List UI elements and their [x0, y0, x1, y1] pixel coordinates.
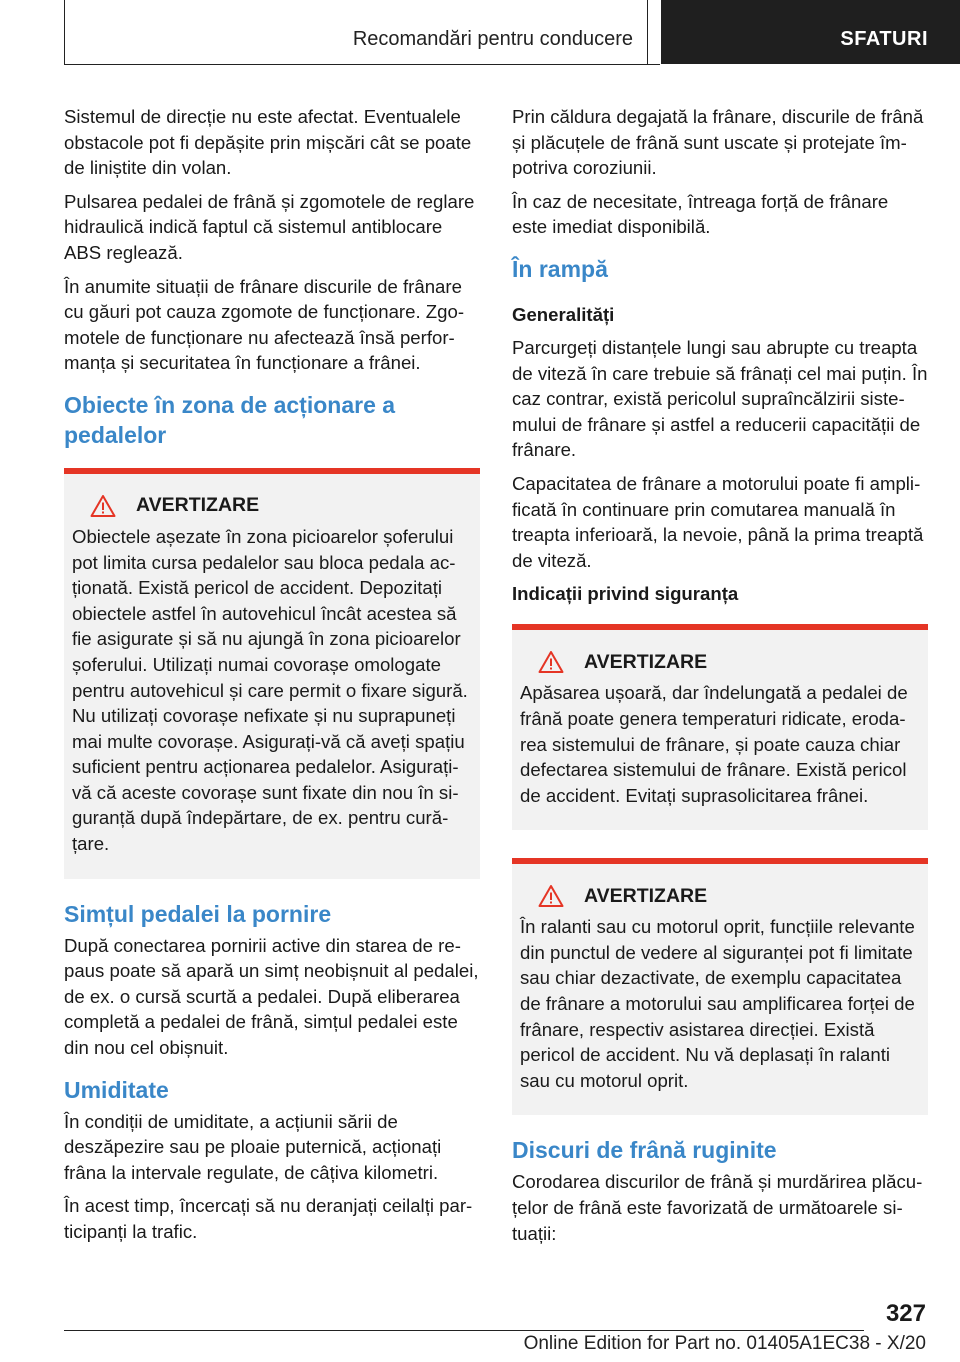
warning-triangle-icon: [90, 494, 116, 518]
heading-rampa: În rampă: [512, 255, 608, 282]
warning-title: AVERTIZARE: [136, 494, 260, 517]
paragraph: Parcurgeți distanțele lungi sau abrupte cu treapta de viteză în care trebuie să frânați cel mai puțin. În caz contrar, există pericolul supraîncălzirii sistemului de frânare și astfel a reducerii capacității de frânare.: [512, 336, 928, 461]
heading-obiecte: Obiecte în zona de acționare a pedalelor: [64, 391, 396, 448]
edition-text: Online Edition for Part no. 01405A1EC38 - X/20: [523, 1333, 926, 1354]
header-rule: [64, 64, 660, 65]
warning-text: Apăsarea ușoară, dar îndelungată a pedalei de frână poate genera temperaturi ridicate, erodarea sistemului de frânare, și poate cauza chiar defectarea sistemului de frânare. Există pericol de accident. Evitați suprasolicitarea frânei.: [520, 682, 908, 806]
header-section-box: [64, 0, 648, 64]
paragraph: În condiții de umiditate, a acțiunii sării de deszăpezire sau pe ploaie puternică, acționați frâna la intervale regulate, de câțiva kilometri.: [64, 1110, 442, 1183]
right-column: [512, 104, 928, 1254]
warning-text: În ralanti sau cu motorul oprit, funcțiile relevante din punctul de vedere al siguranței pot fi limitate sau chiar dezactivate, de exemplu capacitatea de frânare a motorului sau amplificarea forței de frânare, respectiv asistarea direcției. Există pericol de accident. Nu vă deplasați în ralanti sau cu motorul oprit.: [520, 916, 915, 1091]
paragraph: Capacitatea de frânare a motorului poate fi amplificată în continuare prin comutarea manuală în treapta inferioară, la nevoie, până la prima treaptă de viteză.: [512, 472, 924, 571]
paragraph: Prin căldura degajată la frânare, discurile de frână și plăcuțele de frână sunt uscate și protejate împotriva coroziunii.: [512, 106, 924, 179]
heading-umiditate: Umiditate: [64, 1076, 169, 1103]
warning-box: [512, 858, 928, 1115]
subheading-indicatii: Indicații privind siguranța: [512, 583, 739, 605]
warning-header: [538, 650, 920, 674]
section-title: Recomandări pentru conducere: [352, 28, 633, 50]
footer-rule: [64, 1330, 864, 1331]
subheading-generalitati: Generalități: [512, 303, 615, 325]
heading-discuri: Discuri de frână ruginite: [512, 1137, 777, 1164]
paragraph: În acest timp, încercați să nu deranjați ceilalți participanți la trafic.: [64, 1195, 473, 1242]
warning-box: [64, 468, 480, 879]
left-column: [64, 104, 480, 1253]
warning-triangle-icon: [538, 650, 564, 674]
warning-text: Obiectele așezate în zona picioarelor șoferului pot limita cursa pedalelor sau bloca pedala acționată. Există pericol de accident. Depozitați obiectele astfel în autovehicul încât acestea să fie asigurate și să nu ajungă în zona picioarelor șoferului. Utilizați numai covorașe omologate pentru autovehicul și care permit o fixare sigură. Nu utilizați covorașe nefixate și nu suprapuneți mai multe covorașe. Asigurați-vă că aveți spațiu suficient pentru acționarea pedalelor. Asigurați-vă că aceste covorașe sunt fixate din nou în siguranță după îndepărtare, de ex. pentru curățare.: [72, 525, 468, 855]
paragraph: În anumite situații de frânare discurile de frânare cu găuri pot cauza zgomote de funcționare. Zgomotele de funcționare nu afectează însă performanța și securitatea în funcționare a frânei.: [64, 275, 465, 374]
warning-title: AVERTIZARE: [584, 650, 708, 673]
warning-triangle-icon: [538, 884, 564, 908]
warning-header: [90, 494, 472, 518]
page-number: 327: [885, 1300, 926, 1327]
paragraph: Sistemul de direcție nu este afectat. Eventualele obstacole pot fi depășite prin mișcări cât se poate de liniștite din volan.: [64, 106, 472, 179]
paragraph: În caz de necesitate, întreaga forță de frânare este imediat disponibilă.: [512, 190, 889, 238]
warning-title: AVERTIZARE: [584, 884, 708, 907]
chapter-tab[interactable]: [661, 0, 960, 64]
paragraph: După conectarea pornirii active din starea de repaus poate să apară un simț neobișnuit al pedalei, de ex. o cursă scurtă a pedalei. După eliberarea completă a pedalei de frână, simțul pedalei este din nou cel obișnuit.: [64, 934, 479, 1059]
paragraph: Corodarea discurilor de frână și murdărirea plăcuțelor de frână este favorizată de următoarele situații:: [512, 1171, 923, 1244]
warning-box: [512, 624, 928, 830]
warning-header: [538, 884, 920, 908]
paragraph: Pulsarea pedalei de frână și zgomotele de reglare hidraulică indică faptul că sistemul antiblocare ABS reglează.: [64, 190, 475, 263]
chapter-tab-label: SFATURI: [840, 28, 928, 50]
heading-simtul: Simțul pedalei la pornire: [64, 900, 332, 927]
